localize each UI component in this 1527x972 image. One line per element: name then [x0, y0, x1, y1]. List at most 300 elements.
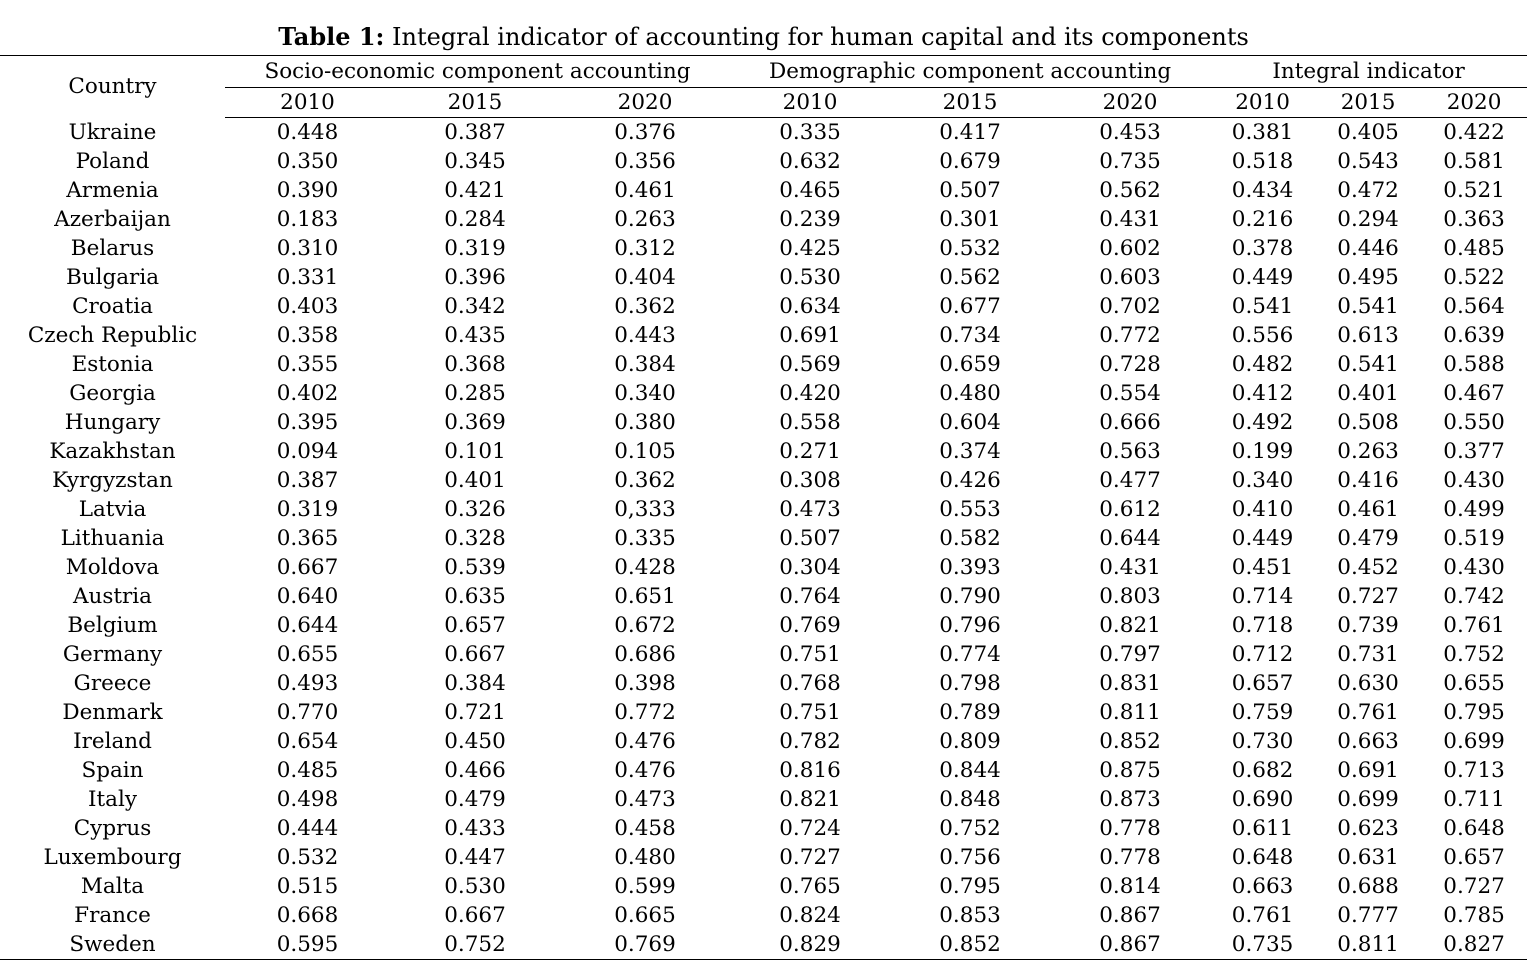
value-cell: 0.350 — [276, 149, 339, 174]
value-cell: 0.752 — [939, 816, 1001, 841]
value-cell: 0.479 — [444, 787, 506, 812]
value-cell: 0.651 — [614, 584, 676, 609]
year-header-cell: 2020 — [1421, 88, 1527, 118]
value-cell: 0.765 — [779, 874, 841, 899]
table-row — [0, 292, 1527, 321]
table-row — [0, 176, 1527, 205]
value-cell: 0.398 — [614, 671, 676, 696]
value-cell: 0.449 — [1231, 526, 1294, 551]
value-cell: 0.479 — [1337, 526, 1399, 551]
value-cell: 0.328 — [444, 526, 506, 551]
value-cell: 0.595 — [276, 932, 339, 957]
value-cell: 0.774 — [939, 642, 1001, 667]
year-header-cell: 2015 — [1315, 88, 1421, 118]
value-cell: 0.702 — [1099, 294, 1161, 319]
value-cell: 0.430 — [1443, 468, 1505, 493]
country-cell: Azerbaijan — [54, 207, 171, 232]
value-cell: 0.301 — [939, 207, 1001, 232]
value-cell: 0.105 — [614, 439, 676, 464]
value-cell: 0.358 — [276, 323, 339, 348]
value-cell: 0.308 — [779, 468, 841, 493]
value-cell: 0.425 — [779, 236, 841, 261]
value-cell: 0.795 — [939, 874, 1001, 899]
country-cell: Croatia — [72, 294, 153, 319]
table-row — [0, 611, 1527, 640]
value-cell: 0.809 — [939, 729, 1001, 754]
table-row — [0, 495, 1527, 524]
table-row — [0, 669, 1527, 698]
value-cell: 0.556 — [1231, 323, 1294, 348]
value-cell: 0.444 — [276, 816, 339, 841]
value-cell: 0.735 — [1231, 932, 1294, 957]
value-cell: 0.655 — [276, 642, 339, 667]
value-cell: 0.430 — [1443, 555, 1505, 580]
value-cell: 0.284 — [444, 207, 506, 232]
country-cell: Luxembourg — [43, 845, 182, 870]
value-cell: 0.319 — [444, 236, 506, 261]
value-cell: 0.417 — [939, 120, 1001, 145]
value-cell: 0.734 — [939, 323, 1001, 348]
table-row — [0, 901, 1527, 930]
value-cell: 0.821 — [1099, 613, 1161, 638]
country-cell: Malta — [80, 874, 145, 899]
value-cell: 0.495 — [1337, 265, 1399, 290]
value-cell: 0.632 — [779, 149, 841, 174]
value-cell: 0.393 — [939, 555, 1001, 580]
value-cell: 0.782 — [779, 729, 841, 754]
value-cell: 0.378 — [1231, 236, 1294, 261]
value-cell: 0.340 — [614, 381, 676, 406]
value-cell: 0.467 — [1443, 381, 1505, 406]
value-cell: 0.477 — [1099, 468, 1161, 493]
value-cell: 0.663 — [1337, 729, 1399, 754]
table-row — [0, 234, 1527, 263]
value-cell: 0.724 — [779, 816, 841, 841]
value-cell: 0.522 — [1443, 265, 1505, 290]
value-cell: 0.480 — [939, 381, 1001, 406]
value-cell: 0.521 — [1443, 178, 1505, 203]
value-cell: 0.581 — [1443, 149, 1505, 174]
table-body — [0, 118, 1527, 960]
table-row — [0, 321, 1527, 350]
value-cell: 0.480 — [614, 845, 676, 870]
value-cell: 0.631 — [1337, 845, 1399, 870]
value-cell: 0.466 — [444, 758, 506, 783]
value-cell: 0.539 — [444, 555, 506, 580]
value-cell: 0.428 — [614, 555, 676, 580]
year-header-cell: 2020 — [1050, 88, 1210, 118]
value-cell: 0.431 — [1099, 555, 1161, 580]
value-cell: 0.798 — [939, 671, 1001, 696]
value-cell: 0.796 — [939, 613, 1001, 638]
value-cell: 0.761 — [1231, 903, 1294, 928]
value-cell: 0.644 — [276, 613, 339, 638]
value-cell: 0.453 — [1099, 120, 1161, 145]
value-cell: 0.384 — [444, 671, 506, 696]
value-cell: 0.654 — [276, 729, 339, 754]
value-cell: 0.387 — [444, 120, 506, 145]
value-cell: 0.666 — [1099, 410, 1161, 435]
value-cell: 0.811 — [1099, 700, 1161, 725]
year-header-cell: 2015 — [890, 88, 1050, 118]
value-cell: 0.663 — [1231, 874, 1294, 899]
value-cell: 0.376 — [614, 120, 676, 145]
value-cell: 0.199 — [1231, 439, 1294, 464]
value-cell: 0.752 — [444, 932, 506, 957]
value-cell: 0.721 — [444, 700, 506, 725]
value-cell: 0.821 — [779, 787, 841, 812]
value-cell: 0.461 — [1337, 497, 1399, 522]
value-cell: 0.485 — [1443, 236, 1505, 261]
value-cell: 0.374 — [939, 439, 1001, 464]
country-cell: France — [74, 903, 151, 928]
value-cell: 0.827 — [1443, 932, 1505, 957]
country-cell: Sweden — [69, 932, 156, 957]
value-cell: 0.530 — [444, 874, 506, 899]
value-cell: 0.271 — [779, 439, 841, 464]
value-cell: 0.355 — [276, 352, 339, 377]
value-cell: 0.365 — [276, 526, 339, 551]
value-cell: 0.390 — [276, 178, 339, 203]
value-cell: 0.667 — [444, 903, 506, 928]
value-cell: 0.789 — [939, 700, 1001, 725]
value-cell: 0.312 — [614, 236, 676, 261]
value-cell: 0.756 — [939, 845, 1001, 870]
value-cell: 0.635 — [444, 584, 506, 609]
country-cell: Italy — [88, 787, 137, 812]
value-cell: 0,333 — [614, 497, 676, 522]
value-cell: 0.433 — [444, 816, 506, 841]
value-cell: 0.668 — [276, 903, 339, 928]
table-row — [0, 350, 1527, 379]
value-cell: 0.216 — [1231, 207, 1294, 232]
value-cell: 0.452 — [1337, 555, 1399, 580]
value-cell: 0.426 — [939, 468, 1001, 493]
value-cell: 0.435 — [444, 323, 506, 348]
value-cell: 0.381 — [1231, 120, 1294, 145]
country-cell: Denmark — [62, 700, 163, 725]
value-cell: 0.727 — [1337, 584, 1399, 609]
value-cell: 0.401 — [444, 468, 506, 493]
value-cell: 0.403 — [276, 294, 339, 319]
value-cell: 0.867 — [1099, 932, 1161, 957]
value-cell: 0.387 — [276, 468, 339, 493]
value-cell: 0.714 — [1231, 584, 1294, 609]
value-cell: 0.602 — [1099, 236, 1161, 261]
value-cell: 0.769 — [614, 932, 676, 957]
value-cell: 0.473 — [779, 497, 841, 522]
table-row — [0, 553, 1527, 582]
value-cell: 0.699 — [1443, 729, 1505, 754]
value-cell: 0.691 — [1337, 758, 1399, 783]
value-cell: 0.492 — [1231, 410, 1294, 435]
country-cell: Belarus — [70, 236, 155, 261]
country-cell: Belgium — [67, 613, 158, 638]
value-cell: 0.368 — [444, 352, 506, 377]
value-cell: 0.530 — [779, 265, 841, 290]
value-cell: 0.294 — [1337, 207, 1399, 232]
value-cell: 0.713 — [1443, 758, 1505, 783]
caption-label: Table 1: — [278, 22, 385, 51]
value-cell: 0.465 — [779, 178, 841, 203]
value-cell: 0.844 — [939, 758, 1001, 783]
value-cell: 0.473 — [614, 787, 676, 812]
value-cell: 0.603 — [1099, 265, 1161, 290]
value-cell: 0.319 — [276, 497, 339, 522]
value-cell: 0.751 — [779, 700, 841, 725]
country-cell: Moldova — [65, 555, 160, 580]
year-header-cell: 2010 — [225, 88, 390, 118]
country-cell: Kazakhstan — [49, 439, 176, 464]
value-cell: 0.829 — [779, 932, 841, 957]
table-row — [0, 698, 1527, 727]
value-cell: 0.434 — [1231, 178, 1294, 203]
value-cell: 0.770 — [276, 700, 339, 725]
value-cell: 0.541 — [1231, 294, 1294, 319]
value-cell: 0.769 — [779, 613, 841, 638]
value-cell: 0.369 — [444, 410, 506, 435]
value-cell: 0.448 — [276, 120, 339, 145]
value-cell: 0.764 — [779, 584, 841, 609]
value-cell: 0.507 — [939, 178, 1001, 203]
value-cell: 0.451 — [1231, 555, 1294, 580]
value-cell: 0.852 — [939, 932, 1001, 957]
table-row — [0, 930, 1527, 960]
year-header-cell: 2015 — [390, 88, 560, 118]
value-cell: 0.461 — [614, 178, 676, 203]
value-cell: 0.563 — [1099, 439, 1161, 464]
year-header-cell: 2020 — [560, 88, 730, 118]
value-cell: 0.420 — [779, 381, 841, 406]
year-header-cell: 2010 — [1210, 88, 1315, 118]
table-row — [0, 814, 1527, 843]
value-cell: 0.718 — [1231, 613, 1294, 638]
value-cell: 0.532 — [276, 845, 339, 870]
year-header-cell: 2010 — [730, 88, 890, 118]
country-cell: Latvia — [78, 497, 147, 522]
country-cell: Ireland — [73, 729, 152, 754]
table-caption — [0, 22, 1527, 52]
group-header-integral: Integral indicator — [1210, 56, 1527, 88]
value-cell: 0.630 — [1337, 671, 1399, 696]
value-cell: 0.778 — [1099, 845, 1161, 870]
value-cell: 0.518 — [1231, 149, 1294, 174]
value-cell: 0.790 — [939, 584, 1001, 609]
country-cell: Germany — [62, 642, 163, 667]
value-cell: 0.657 — [444, 613, 506, 638]
value-cell: 0.310 — [276, 236, 339, 261]
table-row — [0, 437, 1527, 466]
table-row — [0, 872, 1527, 901]
value-cell: 0.739 — [1337, 613, 1399, 638]
value-cell: 0.412 — [1231, 381, 1294, 406]
table-row — [0, 640, 1527, 669]
table-row — [0, 379, 1527, 408]
value-cell: 0.493 — [276, 671, 339, 696]
value-cell: 0.507 — [779, 526, 841, 551]
country-cell: Austria — [72, 584, 153, 609]
value-cell: 0.824 — [779, 903, 841, 928]
value-cell: 0.380 — [614, 410, 676, 435]
value-cell: 0.752 — [1443, 642, 1505, 667]
value-cell: 0.508 — [1337, 410, 1399, 435]
value-cell: 0.404 — [614, 265, 676, 290]
value-cell: 0.667 — [444, 642, 506, 667]
value-cell: 0.362 — [614, 468, 676, 493]
table-row — [0, 408, 1527, 437]
table-row — [0, 205, 1527, 234]
table-row — [0, 785, 1527, 814]
value-cell: 0.711 — [1443, 787, 1505, 812]
value-cell: 0.682 — [1231, 758, 1294, 783]
table-row — [0, 118, 1527, 148]
value-cell: 0.543 — [1337, 149, 1399, 174]
value-cell: 0.778 — [1099, 816, 1161, 841]
value-cell: 0.499 — [1443, 497, 1505, 522]
table-row — [0, 756, 1527, 785]
country-column-header: Country — [68, 74, 157, 100]
value-cell: 0.335 — [614, 526, 676, 551]
value-cell: 0.515 — [276, 874, 339, 899]
value-cell: 0.362 — [614, 294, 676, 319]
value-cell: 0.623 — [1337, 816, 1399, 841]
country-cell: Ukraine — [68, 119, 157, 145]
value-cell: 0.759 — [1231, 700, 1294, 725]
value-cell: 0.582 — [939, 526, 1001, 551]
value-cell: 0.554 — [1099, 381, 1161, 406]
value-cell: 0.363 — [1443, 207, 1505, 232]
value-cell: 0.285 — [444, 381, 506, 406]
value-cell: 0.342 — [444, 294, 506, 319]
value-cell: 0.541 — [1337, 294, 1399, 319]
value-cell: 0.639 — [1443, 323, 1505, 348]
value-cell: 0.345 — [444, 149, 506, 174]
value-cell: 0.263 — [614, 207, 676, 232]
value-cell: 0.377 — [1443, 439, 1505, 464]
value-cell: 0.541 — [1337, 352, 1399, 377]
value-cell: 0.648 — [1443, 816, 1505, 841]
value-cell: 0.395 — [276, 410, 339, 435]
value-cell: 0.476 — [614, 729, 676, 754]
table-row — [0, 524, 1527, 553]
value-cell: 0.476 — [614, 758, 676, 783]
value-cell: 0.679 — [939, 149, 1001, 174]
country-cell: Hungary — [64, 410, 161, 435]
group-header-socio-economic: Socio-economic component accounting — [225, 56, 730, 88]
country-cell: Greece — [73, 671, 152, 696]
country-cell: Georgia — [69, 381, 156, 406]
value-cell: 0.422 — [1443, 120, 1505, 145]
value-cell: 0.094 — [276, 439, 339, 464]
value-cell: 0.690 — [1231, 787, 1294, 812]
table-row — [0, 263, 1527, 292]
value-cell: 0.688 — [1337, 874, 1399, 899]
value-cell: 0.761 — [1443, 613, 1505, 638]
value-cell: 0.562 — [939, 265, 1001, 290]
value-cell: 0.562 — [1099, 178, 1161, 203]
value-cell: 0.458 — [614, 816, 676, 841]
country-cell: Cyprus — [73, 816, 152, 841]
country-cell: Spain — [81, 758, 144, 783]
value-cell: 0.447 — [444, 845, 506, 870]
value-cell: 0.519 — [1443, 526, 1505, 551]
value-cell: 0.384 — [614, 352, 676, 377]
value-cell: 0.550 — [1443, 410, 1505, 435]
value-cell: 0.263 — [1337, 439, 1399, 464]
table-row — [0, 582, 1527, 611]
value-cell: 0.657 — [1443, 845, 1505, 870]
country-cell: Czech Republic — [27, 323, 198, 348]
value-cell: 0.472 — [1337, 178, 1399, 203]
value-cell: 0.640 — [276, 584, 339, 609]
value-cell: 0.304 — [779, 555, 841, 580]
value-cell: 0.665 — [614, 903, 676, 928]
value-cell: 0.803 — [1099, 584, 1161, 609]
country-cell: Poland — [75, 149, 150, 174]
value-cell: 0.569 — [779, 352, 841, 377]
value-cell: 0.795 — [1443, 700, 1505, 725]
value-cell: 0.485 — [276, 758, 339, 783]
value-cell: 0.772 — [614, 700, 676, 725]
value-cell: 0.558 — [779, 410, 841, 435]
value-cell: 0.446 — [1337, 236, 1399, 261]
value-cell: 0.848 — [939, 787, 1001, 812]
value-cell: 0.498 — [276, 787, 339, 812]
value-cell: 0.599 — [614, 874, 676, 899]
value-cell: 0.431 — [1099, 207, 1161, 232]
table-row — [0, 466, 1527, 495]
value-cell: 0.655 — [1443, 671, 1505, 696]
value-cell: 0.728 — [1099, 352, 1161, 377]
year-header-row — [0, 88, 1527, 118]
group-header-demographic: Demographic component accounting — [730, 56, 1210, 88]
value-cell: 0.101 — [444, 439, 506, 464]
value-cell: 0.677 — [939, 294, 1001, 319]
value-cell: 0.356 — [614, 149, 676, 174]
value-cell: 0.532 — [939, 236, 1001, 261]
value-cell: 0.751 — [779, 642, 841, 667]
value-cell: 0.730 — [1231, 729, 1294, 754]
value-cell: 0.634 — [779, 294, 841, 319]
value-cell: 0.449 — [1231, 265, 1294, 290]
value-cell: 0.672 — [614, 613, 676, 638]
value-cell: 0.667 — [276, 555, 339, 580]
value-cell: 0.239 — [779, 207, 841, 232]
caption-text: Integral indicator of accounting for human capital and its components — [384, 23, 1249, 51]
value-cell: 0.564 — [1443, 294, 1505, 319]
value-cell: 0.797 — [1099, 642, 1161, 667]
value-cell: 0.785 — [1443, 903, 1505, 928]
value-cell: 0.853 — [939, 903, 1001, 928]
value-cell: 0.331 — [276, 265, 339, 290]
country-cell: Bulgaria — [65, 265, 160, 290]
table-row — [0, 727, 1527, 756]
value-cell: 0.742 — [1443, 584, 1505, 609]
value-cell: 0.611 — [1231, 816, 1294, 841]
country-cell: Lithuania — [60, 526, 165, 551]
value-cell: 0.735 — [1099, 149, 1161, 174]
value-cell: 0.814 — [1099, 874, 1161, 899]
value-cell: 0.686 — [614, 642, 676, 667]
value-cell: 0.811 — [1337, 932, 1399, 957]
value-cell: 0.727 — [779, 845, 841, 870]
value-cell: 0.421 — [444, 178, 506, 203]
value-cell: 0.691 — [779, 323, 841, 348]
value-cell: 0.648 — [1231, 845, 1294, 870]
country-cell: Estonia — [71, 352, 154, 377]
value-cell: 0.761 — [1337, 700, 1399, 725]
value-cell: 0.443 — [614, 323, 676, 348]
